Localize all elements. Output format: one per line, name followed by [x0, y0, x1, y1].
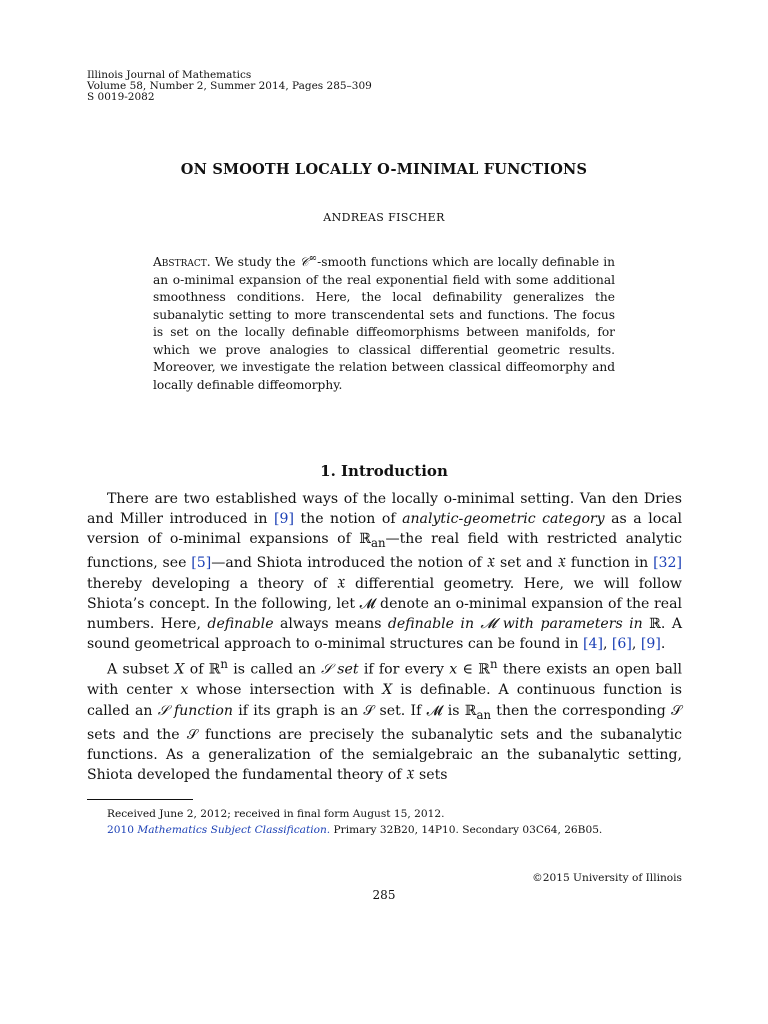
- smooth-class-symbol: 𝒞: [299, 255, 309, 270]
- p1-text-b: the notion of: [293, 511, 403, 528]
- smooth-class-sup: ∞: [308, 253, 318, 264]
- journal-name: Illinois Journal of Mathematics: [87, 69, 252, 81]
- p2-text-g: whose intersection with: [188, 682, 383, 699]
- p1-reals-sub: an: [370, 536, 386, 551]
- p1-text-h: ℝ. A sound geometrical approach to o-minimal structures can be found in: [87, 616, 682, 653]
- p2-var-1: X: [174, 662, 185, 679]
- p2-sub-1: an: [476, 707, 492, 722]
- p2-var-2: x: [449, 662, 458, 679]
- abstract-pre: We study the: [210, 255, 300, 270]
- p2-sup-1: n: [220, 657, 228, 672]
- p2-text-i: if its graph is an 𝒮 set. If 𝓜 is ℝ: [232, 702, 477, 719]
- received-note: Received June 2, 2012; received in final form August 15, 2012.: [107, 808, 445, 820]
- p1-emph-3: definable in 𝓜 with parameters in: [387, 616, 643, 633]
- citation-link[interactable]: [32]: [653, 555, 682, 572]
- p1-end: .: [660, 636, 666, 653]
- paper-title: ON SMOOTH LOCALLY O-MINIMAL FUNCTIONS: [180, 161, 588, 178]
- p1-text-g: always means: [273, 616, 388, 633]
- p2-text-a: A subset: [107, 662, 175, 679]
- p2-text-c: is called an: [228, 662, 322, 679]
- p2-var-4: X: [382, 682, 393, 699]
- abstract-label: Abstract.: [153, 255, 211, 270]
- p1-text-c: as a local version of o-minimal expansions of: [87, 511, 683, 548]
- p2-text-e: ∈ ℝ: [457, 662, 490, 679]
- p1-sep-1: ,: [602, 636, 612, 653]
- p2-text-d: if for every: [358, 662, 450, 679]
- section-heading: 1. Introduction: [320, 462, 448, 480]
- journal-issn: S 0019-2082: [87, 91, 155, 103]
- citation-link[interactable]: [4]: [582, 636, 603, 653]
- body-text: [87, 489, 682, 785]
- footnotes: [87, 806, 682, 838]
- p2-text-f: there exists an open ball with center: [87, 662, 682, 699]
- citation-link[interactable]: [6]: [611, 636, 632, 653]
- p2-var-3: x: [180, 682, 189, 699]
- p1-sep-2: ,: [631, 636, 641, 653]
- abstract: [153, 250, 615, 394]
- paper-author: ANDREAS FISCHER: [323, 211, 445, 224]
- paragraph-2: [87, 654, 682, 785]
- p2-emph-2: 𝒮 function: [157, 702, 233, 719]
- msc-label: Mathematics Subject Classification.: [137, 824, 331, 836]
- p2-text-b: of ℝ: [184, 662, 221, 679]
- p1-text-a: There are two established ways of the locally o-minimal setting. Van den Dries and Miller introduced in: [87, 491, 682, 528]
- p2-sup-2: n: [489, 657, 498, 672]
- p1-text-f: thereby developing a theory of 𝔛 differential geometry. Here, we will follow Shiota’s concept. In the following, let 𝓜 denote an o-minimal expansion of the real numbers. Here,: [87, 575, 682, 633]
- page-number: 285: [372, 888, 396, 902]
- p2-emph-1: 𝒮 set: [321, 662, 359, 679]
- p2-text-j: then the corresponding 𝒮 sets and the 𝒮 functions are precisely the subanalytic sets and the subanalytic functions. As a generalization of the semialgebraic an the subanalytic setting, Shiota developed the fundamental theory of 𝔛 sets: [87, 702, 682, 783]
- abstract-text: -smooth functions which are locally definable in an o-minimal expansion of the real exponential field with some additional smoothness conditions. Here, the local definability generalizes the subanalytic setting to more transcendental sets and functions. The focus is set on the locally definable diffeomorphisms between manifolds, for which we prove analogies to classical differential geometric results. Moreover, we investigate the relation between classical diffeomorphy and locally definable diffeomorphy.: [153, 255, 616, 392]
- paragraph-1: [87, 489, 682, 654]
- p1-text-d: —the real field with restricted analytic functions, see: [87, 531, 683, 572]
- citation-link[interactable]: [9]: [273, 511, 294, 528]
- p1-emph-2: definable: [207, 616, 274, 633]
- citation-link[interactable]: [5]: [191, 555, 212, 572]
- msc-text: Primary 32B20, 14P10. Secondary 03C64, 26B05.: [330, 824, 603, 836]
- p2-text-h: is definable. A continuous function is called an: [87, 682, 682, 719]
- msc-note: [87, 822, 682, 838]
- p1-emph-1: analytic-geometric category: [402, 511, 605, 528]
- copyright: ©2015 University of Illinois: [532, 872, 682, 884]
- msc-year: 2010: [107, 824, 134, 836]
- p1-reals: ℝ: [359, 531, 371, 548]
- citation-link[interactable]: [9]: [640, 636, 661, 653]
- journal-volume: Volume 58, Number 2, Summer 2014, Pages 285–309: [87, 80, 372, 92]
- footnote-rule: [87, 799, 193, 800]
- journal-header: [87, 70, 372, 103]
- p1-text-e: —and Shiota introduced the notion of 𝔛 set and 𝔛 function in: [211, 555, 654, 572]
